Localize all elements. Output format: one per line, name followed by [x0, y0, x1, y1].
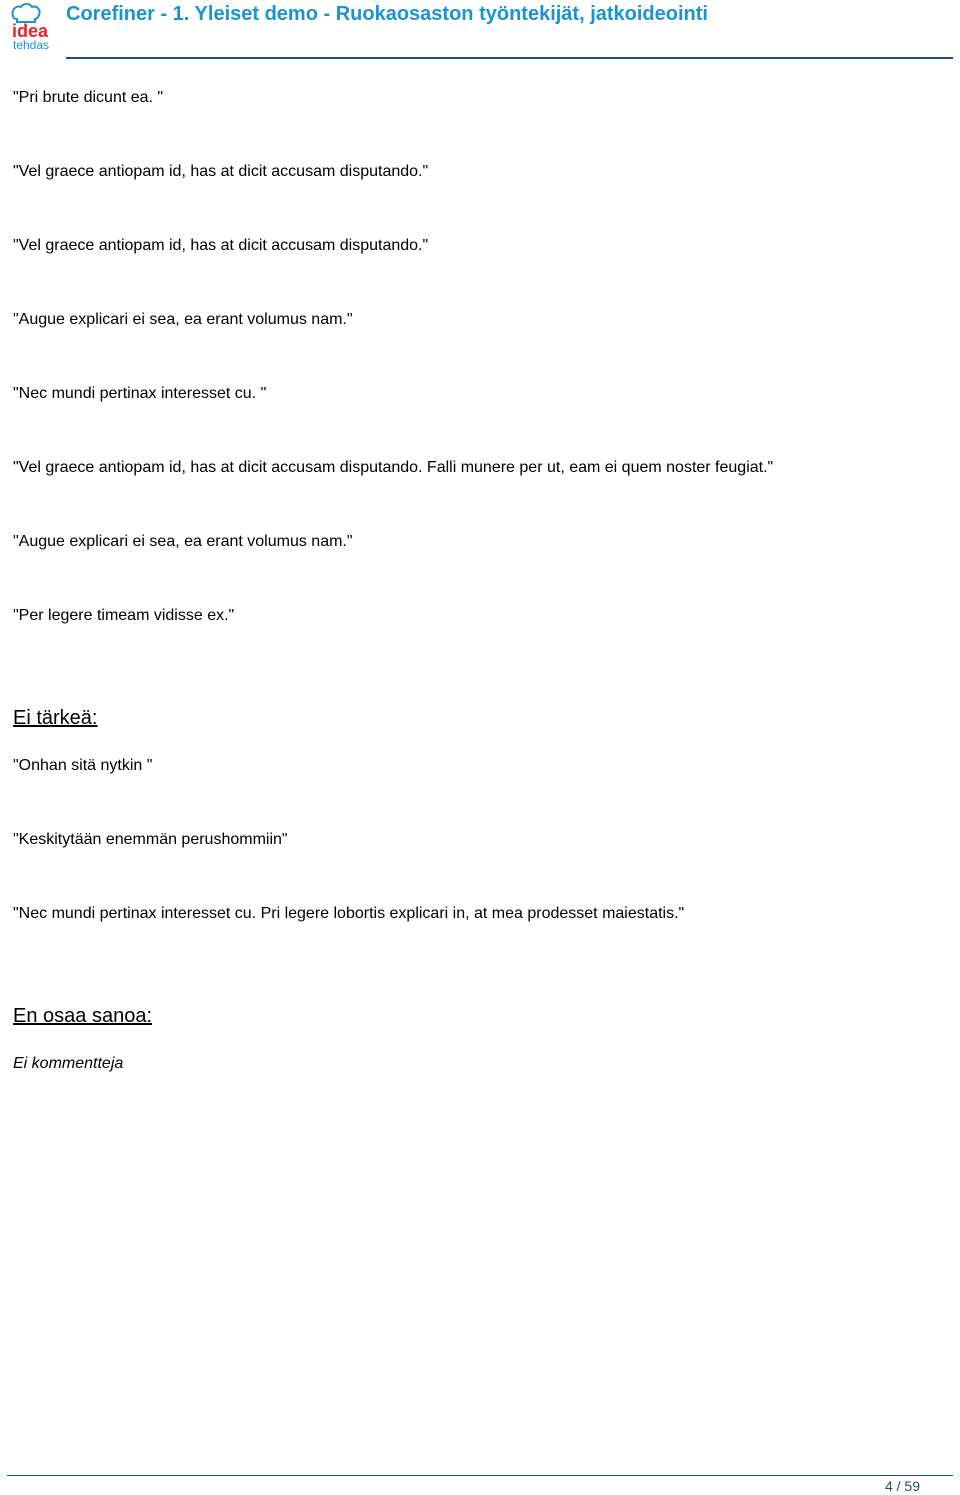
no-comments-text: Ei kommentteja [13, 1055, 124, 1072]
comment-item: "Onhan sitä nytkin " [13, 757, 153, 774]
section-heading-not-important: Ei tärkeä: [13, 707, 98, 729]
comment-item: "Augue explicari ei sea, ea erant volumus nam." [13, 533, 353, 550]
logo-word-idea: idea [12, 21, 49, 41]
report-content [13, 88, 943, 1074]
chef-hat-icon [10, 2, 66, 52]
page-number: 4 / 59 [884, 1478, 920, 1494]
comment-item: "Augue explicari ei sea, ea erant volumus nam." [13, 311, 353, 328]
comment-item: "Pri brute dicunt ea. " [13, 89, 164, 106]
ideatehdas-logo [10, 2, 66, 52]
comment-item: "Vel graece antiopam id, has at dicit accusam disputando. Falli munere per ut, eam ei quem noster feugiat." [13, 459, 774, 476]
header-divider [66, 57, 953, 59]
comment-item: "Vel graece antiopam id, has at dicit accusam disputando." [13, 237, 429, 254]
comment-item: "Keskitytään enemmän perushommiin" [13, 831, 288, 848]
comment-item: "Vel graece antiopam id, has at dicit accusam disputando." [13, 163, 429, 180]
document-title: Corefiner - 1. Yleiset demo - Ruokaosaston työntekijät, jatkoideointi [66, 3, 708, 25]
logo-word-tehdas: tehdas [13, 38, 50, 52]
footer-divider [7, 1475, 953, 1476]
page-header [0, 0, 960, 60]
comment-item: "Per legere timeam vidisse ex." [13, 607, 235, 624]
comment-item: "Nec mundi pertinax interesset cu. " [13, 385, 267, 402]
section-heading-cant-say: En osaa sanoa: [13, 1005, 152, 1027]
comment-item: "Nec mundi pertinax interesset cu. Pri legere lobortis explicari in, at mea prodesset maiestatis." [13, 905, 685, 922]
